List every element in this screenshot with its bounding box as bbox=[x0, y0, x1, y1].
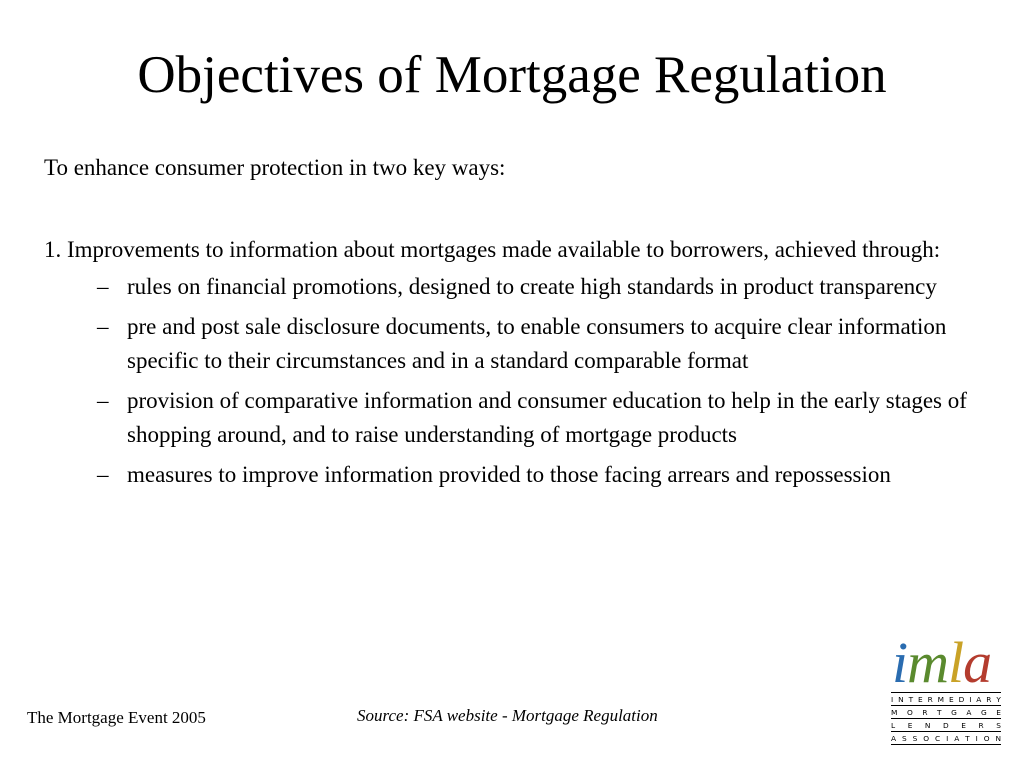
sub-bullet-item bbox=[44, 310, 984, 378]
dash-bullet: – bbox=[97, 388, 109, 413]
logo-row: A S S O C I A T I O N bbox=[891, 731, 1001, 745]
slide-body bbox=[44, 151, 984, 498]
footer-event: The Mortgage Event 2005 bbox=[27, 708, 206, 727]
imla-wordmark bbox=[892, 632, 991, 694]
bullet-text: rules on financial promotions, designed to create high standards in product transparency bbox=[127, 274, 937, 299]
dash-bullet: – bbox=[97, 274, 109, 299]
slide-title: Objectives of Mortgage Regulation bbox=[137, 46, 887, 104]
logo-row: I N T E R M E D I A R Y bbox=[891, 692, 1001, 705]
bullet-text: pre and post sale disclosure documents, to enable consumers to acquire clear information specific to their circumstances and in a standard comparable format bbox=[127, 314, 947, 373]
logo-row: L E N D E R S bbox=[891, 718, 1001, 731]
imla-logo bbox=[888, 630, 1002, 752]
footer-source: Source: FSA website - Mortgage Regulation bbox=[357, 706, 658, 725]
logo-letter-i: i bbox=[892, 630, 908, 695]
sub-bullet-item bbox=[44, 458, 984, 492]
logo-letter-a: a bbox=[963, 630, 992, 695]
dash-bullet: – bbox=[97, 314, 109, 339]
bullet-text: provision of comparative information and consumer education to help in the early stages of shopping around, and to raise understanding of mortgage products bbox=[127, 388, 967, 447]
bullet-text: measures to improve information provided to those facing arrears and repossession bbox=[127, 462, 891, 487]
point-1-text: 1. Improvements to information about mortgages made available to borrowers, achieved through: bbox=[44, 237, 941, 262]
sub-bullet-list bbox=[44, 270, 984, 492]
dash-bullet: – bbox=[97, 462, 109, 487]
intro-text: To enhance consumer protection in two key ways: bbox=[44, 155, 506, 180]
logo-letter-l: l bbox=[948, 630, 964, 695]
logo-row: M O R T G A G E bbox=[891, 705, 1001, 718]
sub-bullet-item bbox=[44, 270, 984, 304]
logo-letter-m: m bbox=[907, 630, 949, 695]
sub-bullet-item bbox=[44, 384, 984, 452]
logo-rows bbox=[891, 692, 1001, 745]
